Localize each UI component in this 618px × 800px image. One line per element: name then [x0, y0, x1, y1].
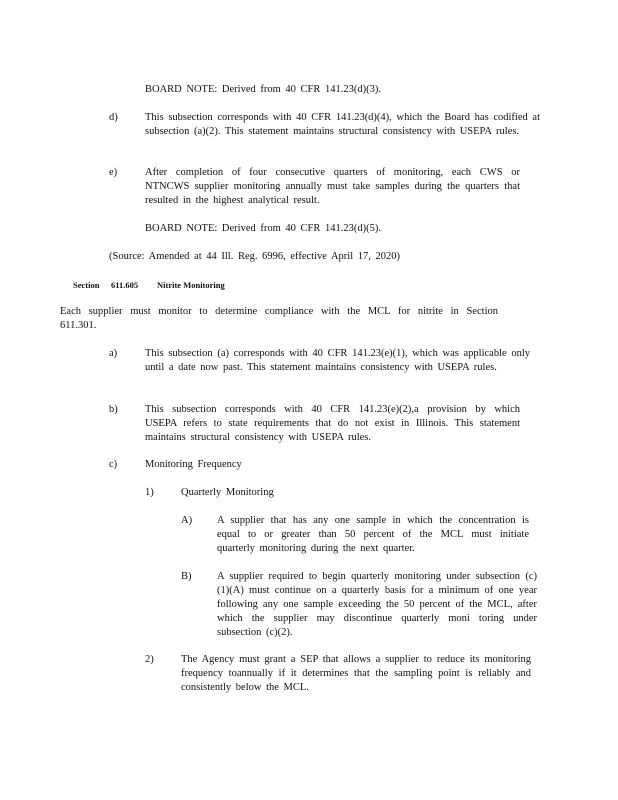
item-c1A-text: A supplier that has any one sample in which the concentration is equal to or greater than 50 percent of the MCL must initiate quarterly monitoring during the next quarter. [217, 515, 529, 554]
item-c2-label: 2) [145, 654, 154, 665]
item-d-label: d) [109, 112, 118, 123]
section-word: Section [73, 280, 100, 290]
item-c1B-text: A supplier required to begin quarterly monitoring under subsection (c)(1)(A) must continue on a quarterly basis for a minimum of one year following any one sample exceeding the 50 percent of the MCL, after which the supplier may discontinue quarterly moni toring under subsection (c)(2). [217, 571, 537, 638]
section-heading [73, 279, 225, 291]
item-b-label: b) [109, 404, 118, 415]
item-c1A-label: A) [181, 515, 193, 526]
item-e-label: e) [109, 167, 118, 178]
board-note-d5: BOARD NOTE: Derived from 40 CFR 141.23(d)(5). [145, 223, 381, 234]
item-c1-label: 1) [145, 487, 154, 498]
board-note-d3: BOARD NOTE: Derived from 40 CFR 141.23(d)(3). [145, 84, 381, 95]
item-c-text: Monitoring Frequency [145, 459, 242, 470]
item-e-text: After completion of four consecutive quarters of monitoring, each CWS or NTNCWS supplier monitoring annually must take samples during the quarters that resulted in the highest analytical result. [145, 167, 520, 206]
section-number: 611.605 [111, 280, 139, 290]
item-b-text: This subsection corresponds with 40 CFR 141.23(e)(2),a provision by which USEPA refers to state requirements that do not exist in Illinois. This statement maintains structural consistency with USEPA rules. [145, 404, 520, 443]
section-intro: Each supplier must monitor to determine compliance with the MCL for nitrite in Section 611.301. [60, 306, 498, 331]
item-c-label: c) [109, 459, 118, 470]
item-c1-text: Quarterly Monitoring [181, 487, 274, 498]
item-d-text: This subsection corresponds with 40 CFR 141.23(d)(4), which the Board has codified at subsection (a)(2). This statement maintains structural consistency with USEPA rules. [145, 112, 540, 137]
item-a-text: This subsection (a) corresponds with 40 CFR 141.23(e)(1), which was applicable only until a date now past. This statement maintains consistency with USEPA rules. [145, 348, 530, 373]
section-title: Nitrite Monitoring [157, 280, 225, 290]
item-c1B-label: B) [181, 571, 192, 582]
item-a-label: a) [109, 348, 118, 359]
item-c2-text: The Agency must grant a SEP that allows a supplier to reduce its monitoring frequency toannually if it determines that the sampling point is reliably and consistently below the MCL. [181, 654, 531, 693]
source-note: (Source: Amended at 44 Ill. Reg. 6996, effective April 17, 2020) [109, 251, 400, 262]
